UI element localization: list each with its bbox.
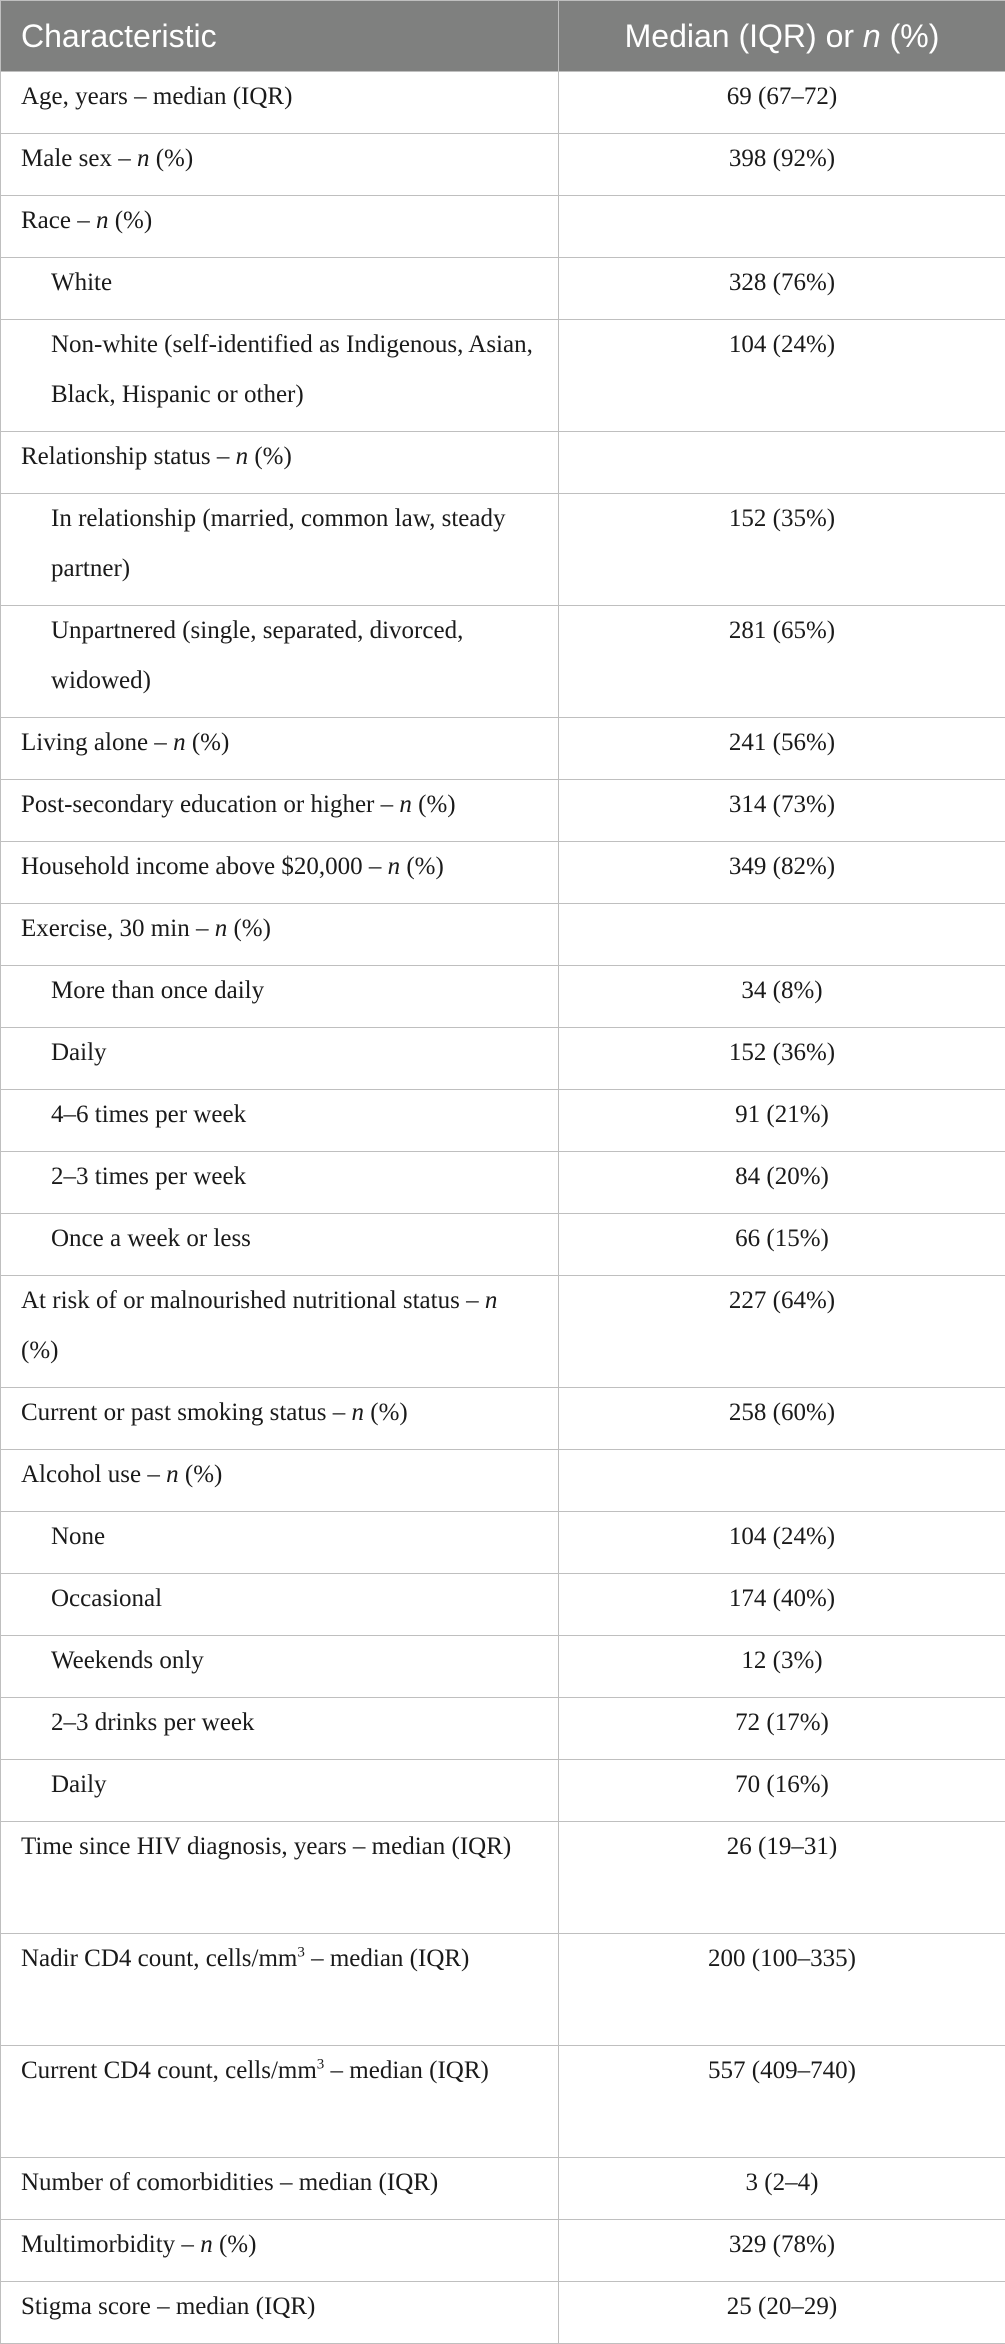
- table-row: [1, 1934, 1005, 2046]
- row-label: Non-white (self-identified as Indigenous, Asian, Black, Hispanic or other): [1, 320, 559, 432]
- row-label: Once a week or less: [1, 1214, 559, 1276]
- table-row: [1, 494, 1005, 606]
- row-label: 2–3 times per week: [1, 1152, 559, 1214]
- table-row: [1, 1822, 1005, 1934]
- row-value: 398 (92%): [559, 134, 1005, 196]
- row-value: 281 (65%): [559, 606, 1005, 718]
- row-label: Time since HIV diagnosis, years – median (IQR): [1, 1822, 559, 1934]
- row-label: Alcohol use – n (%): [1, 1450, 559, 1512]
- table-row: [1, 1574, 1005, 1636]
- row-label: Daily: [1, 1028, 559, 1090]
- row-value: 25 (20–29): [559, 2282, 1005, 2344]
- row-label: 2–3 drinks per week: [1, 1698, 559, 1760]
- table-row: [1, 904, 1005, 966]
- table-row: [1, 258, 1005, 320]
- table-row: [1, 2282, 1005, 2344]
- row-value: 66 (15%): [559, 1214, 1005, 1276]
- table-row: [1, 1276, 1005, 1388]
- row-label: Living alone – n (%): [1, 718, 559, 780]
- row-label: None: [1, 1512, 559, 1574]
- table-row: [1, 1214, 1005, 1276]
- row-value: 227 (64%): [559, 1276, 1005, 1388]
- row-label: Multimorbidity – n (%): [1, 2220, 559, 2282]
- row-label: 4–6 times per week: [1, 1090, 559, 1152]
- row-label: Number of comorbidities – median (IQR): [1, 2158, 559, 2220]
- table-row: [1, 1698, 1005, 1760]
- row-label: White: [1, 258, 559, 320]
- table-row: [1, 1388, 1005, 1450]
- row-label: Current CD4 count, cells/$mm^3$ – median (IQR): [1, 2046, 559, 2158]
- row-label: Unpartnered (single, separated, divorced, widowed): [1, 606, 559, 718]
- row-value: 104 (24%): [559, 320, 1005, 432]
- row-label: Exercise, 30 min – n (%): [1, 904, 559, 966]
- row-value: 314 (73%): [559, 780, 1005, 842]
- row-label: Age, years – median (IQR): [1, 72, 559, 134]
- row-label: Relationship status – n (%): [1, 432, 559, 494]
- table-row: [1, 606, 1005, 718]
- table-row: [1, 134, 1005, 196]
- row-value: 104 (24%): [559, 1512, 1005, 1574]
- row-value: 200 (100–335): [559, 1934, 1005, 2046]
- row-value: 91 (21%): [559, 1090, 1005, 1152]
- row-value: 34 (8%): [559, 966, 1005, 1028]
- row-value: 70 (16%): [559, 1760, 1005, 1822]
- row-value: [559, 196, 1005, 258]
- table-row: [1, 1512, 1005, 1574]
- row-value: 72 (17%): [559, 1698, 1005, 1760]
- row-value: 258 (60%): [559, 1388, 1005, 1450]
- row-value: 152 (36%): [559, 1028, 1005, 1090]
- row-label: Nadir CD4 count, cells/$mm^3$ – median (IQR): [1, 1934, 559, 2046]
- row-value: 69 (67–72): [559, 72, 1005, 134]
- table-row: [1, 1636, 1005, 1698]
- row-label: Stigma score – median (IQR): [1, 2282, 559, 2344]
- table-row: [1, 1152, 1005, 1214]
- table-row: [1, 320, 1005, 432]
- row-label: Post-secondary education or higher – n (%): [1, 780, 559, 842]
- row-value: 12 (3%): [559, 1636, 1005, 1698]
- row-value: 349 (82%): [559, 842, 1005, 904]
- row-value: 241 (56%): [559, 718, 1005, 780]
- row-label: Daily: [1, 1760, 559, 1822]
- table-row: [1, 1760, 1005, 1822]
- header-row: [1, 1, 1005, 72]
- table-row: [1, 2046, 1005, 2158]
- row-label: Male sex – n (%): [1, 134, 559, 196]
- row-label: At risk of or malnourished nutritional status – n (%): [1, 1276, 559, 1388]
- row-value: 26 (19–31): [559, 1822, 1005, 1934]
- table-row: [1, 842, 1005, 904]
- table-row: [1, 1090, 1005, 1152]
- table-row: [1, 1028, 1005, 1090]
- table-row: [1, 780, 1005, 842]
- row-value: 329 (78%): [559, 2220, 1005, 2282]
- row-label: More than once daily: [1, 966, 559, 1028]
- table-row: [1, 2220, 1005, 2282]
- row-value: 557 (409–740): [559, 2046, 1005, 2158]
- row-label: In relationship (married, common law, steady partner): [1, 494, 559, 606]
- row-value: 3 (2–4): [559, 2158, 1005, 2220]
- row-label: Current or past smoking status – n (%): [1, 1388, 559, 1450]
- table-row: [1, 196, 1005, 258]
- row-label: Household income above $20,000 – n (%): [1, 842, 559, 904]
- row-value: [559, 904, 1005, 966]
- table-row: [1, 2158, 1005, 2220]
- table-row: [1, 966, 1005, 1028]
- table-row: [1, 1450, 1005, 1512]
- table-row: [1, 718, 1005, 780]
- row-value: 152 (35%): [559, 494, 1005, 606]
- row-value: 328 (76%): [559, 258, 1005, 320]
- row-value: [559, 1450, 1005, 1512]
- row-value: 174 (40%): [559, 1574, 1005, 1636]
- table-row: [1, 432, 1005, 494]
- row-label: Race – n (%): [1, 196, 559, 258]
- row-value: 84 (20%): [559, 1152, 1005, 1214]
- table-row: [1, 72, 1005, 134]
- row-label: Weekends only: [1, 1636, 559, 1698]
- header-value: Median (IQR) or n (%): [559, 1, 1005, 72]
- header-characteristic: Characteristic: [1, 1, 559, 72]
- row-value: [559, 432, 1005, 494]
- row-label: Occasional: [1, 1574, 559, 1636]
